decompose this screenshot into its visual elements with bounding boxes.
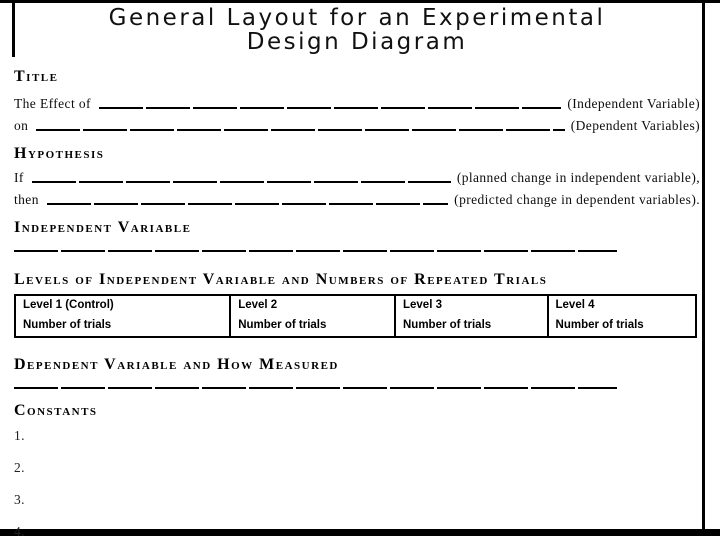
independent-variable-blank-line: [14, 250, 617, 252]
section-heading-dependent-variable: Dependent Variable and How Measured: [14, 356, 339, 373]
page-border-right: [702, 0, 705, 536]
title-line1-prefix: The Effect of: [14, 96, 91, 111]
hypothesis-if-row: [14, 169, 700, 186]
title-line1-suffix: (Independent Variable): [567, 96, 700, 111]
worksheet-content: [14, 3, 700, 540]
level-1-trials: Number of trials: [23, 319, 112, 331]
title-line2-row: [14, 117, 700, 134]
hypothesis-then-row: [14, 191, 700, 208]
document-title: [14, 6, 700, 54]
constant-item-4: 4.: [14, 524, 25, 539]
level-4-label: Level 4: [555, 299, 595, 311]
hypothesis-if-blank: [32, 181, 451, 183]
hypothesis-then-suffix: (predicted change in dependent variables).: [454, 192, 700, 207]
levels-cell-4: [548, 295, 696, 337]
level-2-label: Level 2: [238, 299, 278, 311]
section-heading-hypothesis: Hypothesis: [14, 145, 105, 162]
hypothesis-then-blank: [47, 203, 448, 205]
hypothesis-if-prefix: If: [14, 170, 24, 185]
section-heading-levels: Levels of Independent Variable and Numbers of Repeated Trials: [14, 271, 548, 288]
levels-cell-1: [15, 295, 230, 337]
title-line2-blank: [36, 129, 564, 131]
title-line1-blank: [99, 107, 561, 109]
levels-table: [14, 294, 697, 338]
document-title-line2: Design Diagram: [246, 29, 468, 55]
title-line2-prefix: on: [14, 118, 29, 133]
hypothesis-then-prefix: then: [14, 192, 39, 207]
constant-item-2: 2.: [14, 460, 25, 475]
section-heading-constants: Constants: [14, 402, 98, 419]
level-4-trials: Number of trials: [555, 319, 644, 331]
level-1-label: Level 1 (Control): [23, 299, 114, 311]
constant-item-1: 1.: [14, 428, 25, 443]
section-heading-title: Title: [14, 68, 59, 85]
section-heading-independent-variable: Independent Variable: [14, 219, 192, 236]
levels-cell-3: [395, 295, 548, 337]
level-3-trials: Number of trials: [402, 319, 492, 331]
levels-cell-2: [230, 295, 395, 337]
constant-item-3: 3.: [14, 492, 25, 507]
dependent-variable-blank-line: [14, 387, 617, 389]
levels-table-row: [15, 295, 696, 337]
title-line1-row: [14, 95, 700, 112]
document-title-line1: General Layout for an Experimental: [108, 5, 606, 31]
level-3-label: Level 3: [402, 299, 442, 311]
level-2-trials: Number of trials: [238, 319, 327, 331]
title-line2-suffix: (Dependent Variables): [570, 118, 700, 133]
hypothesis-if-suffix: (planned change in independent variable),: [456, 170, 700, 185]
